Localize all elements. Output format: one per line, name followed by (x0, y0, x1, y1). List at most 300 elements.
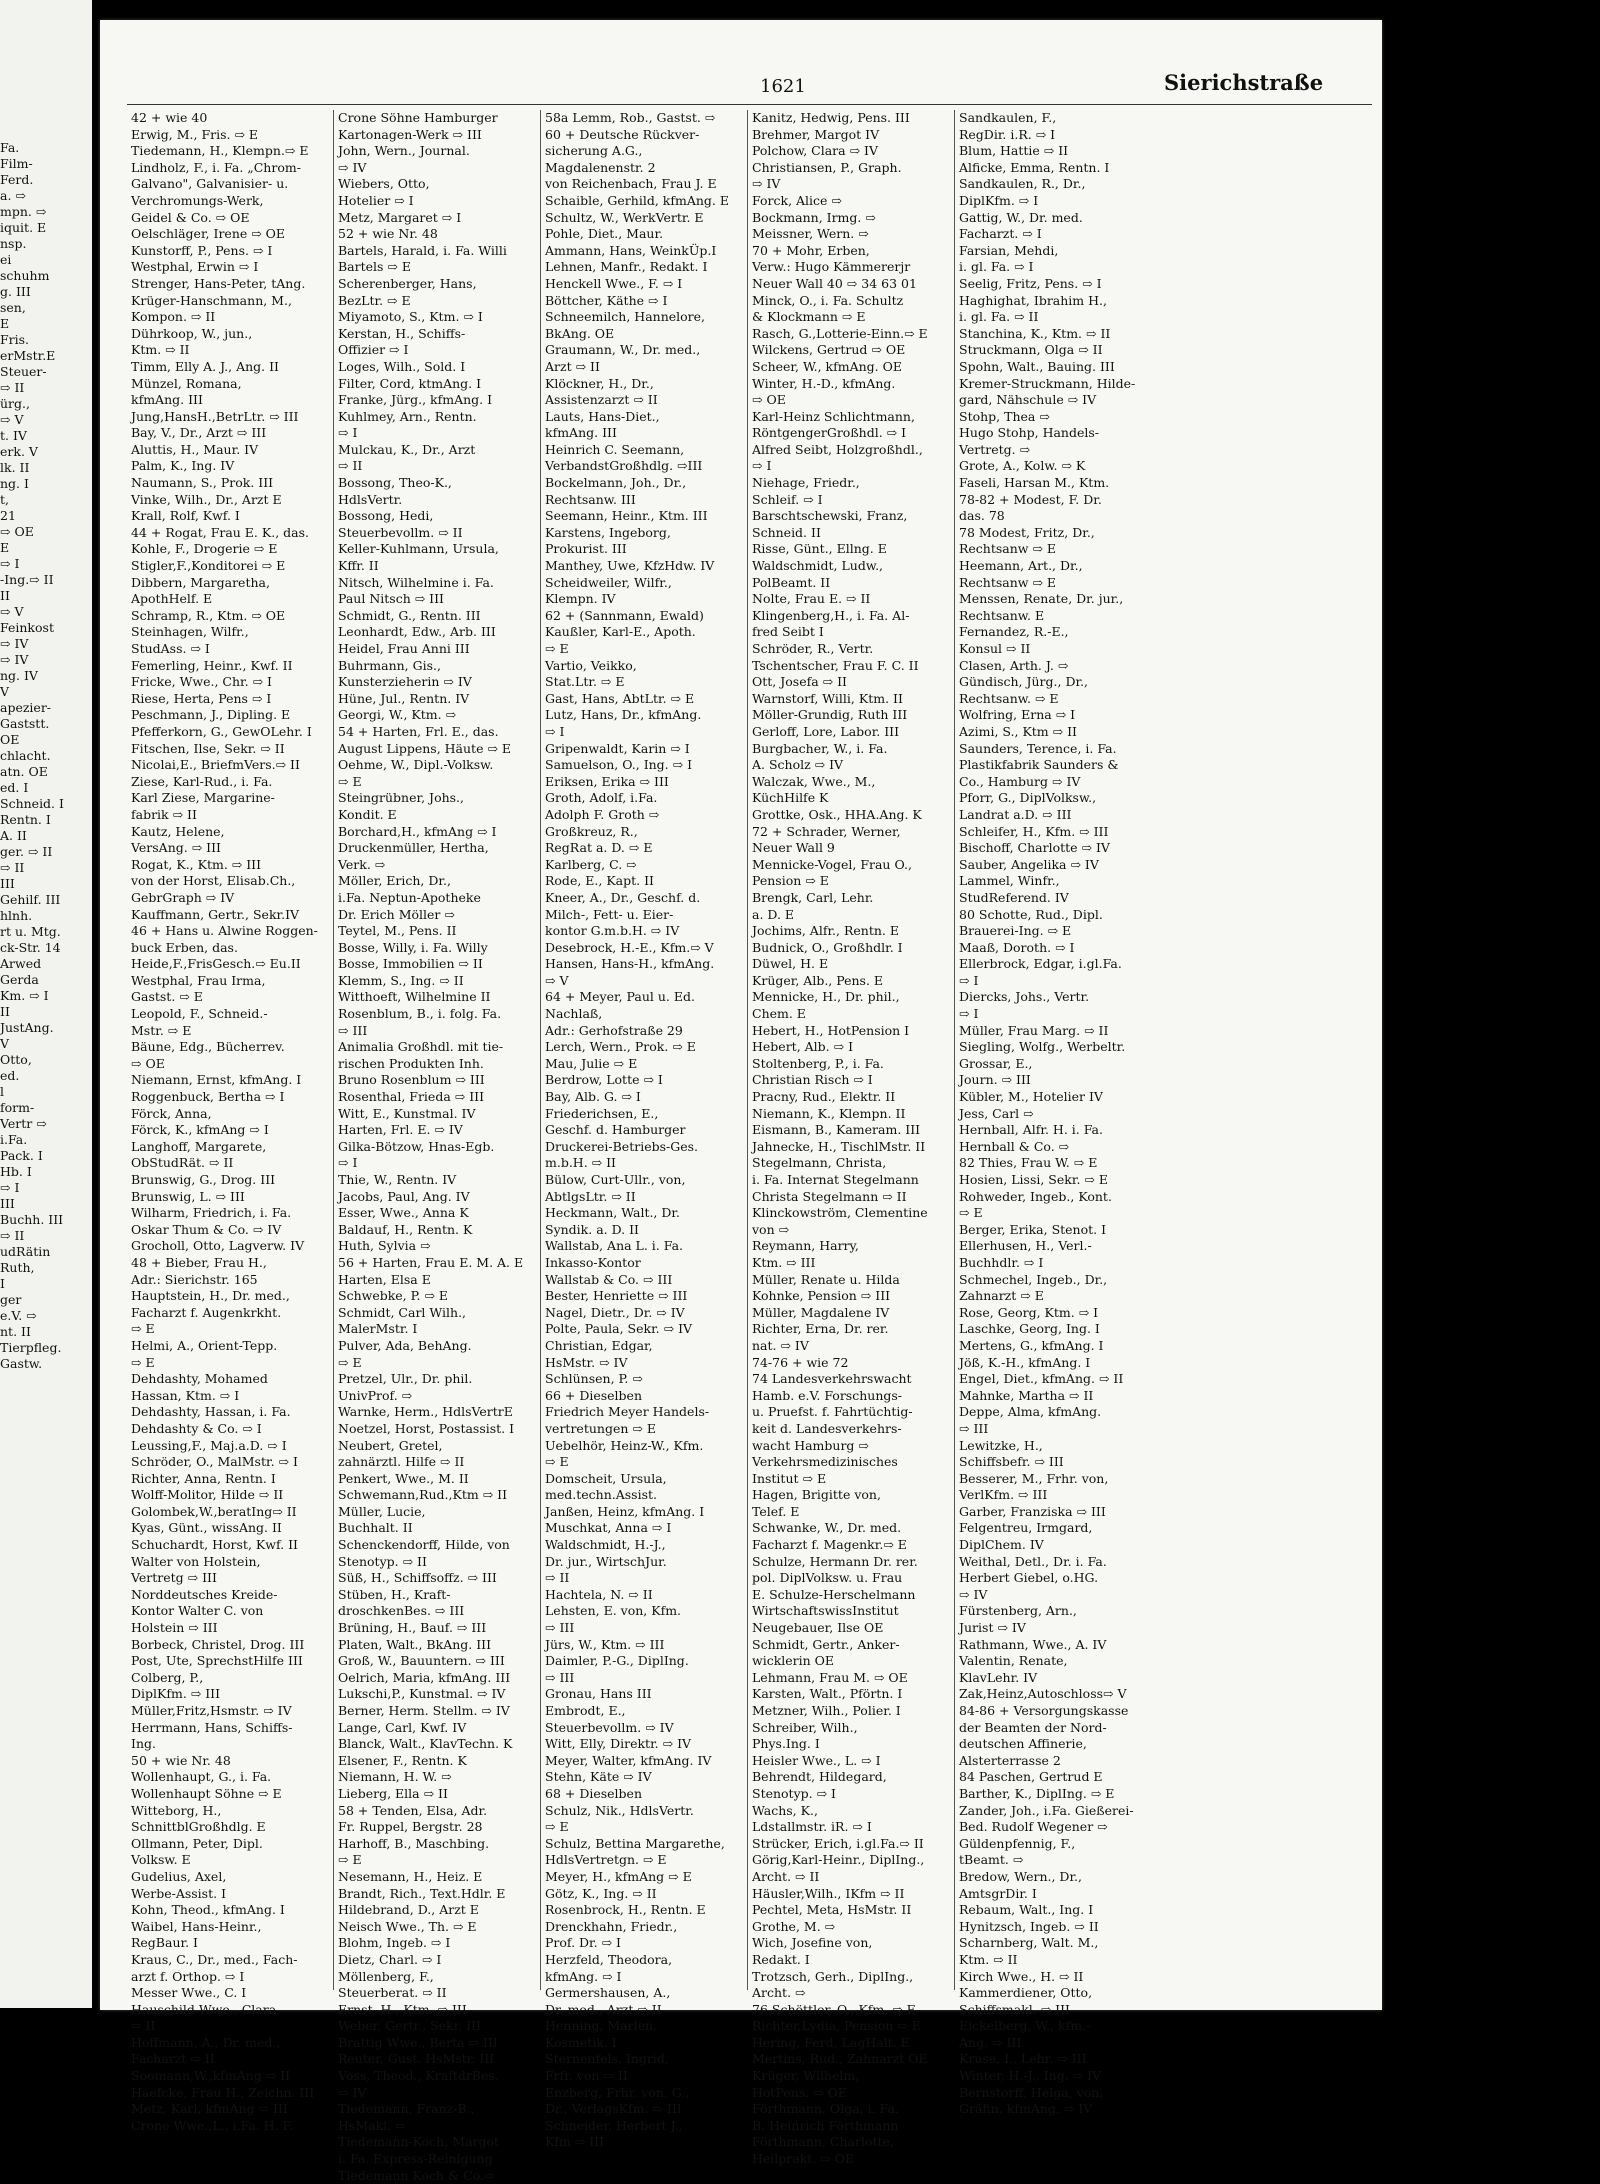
directory-entry: Kneer, A., Dr., Geschf. d. (545, 889, 701, 905)
facing-page-fragment: Arwed (0, 956, 42, 971)
facing-page-fragment: sen, (0, 300, 26, 315)
directory-entry: August Lippens, Häute ⇨ E (338, 740, 512, 756)
directory-entry: Hassan, Ktm. ⇨ I (131, 1387, 240, 1403)
facing-page-fragment: ⇨ IV (0, 652, 29, 667)
directory-entry: ⇨ III (338, 1022, 368, 1038)
directory-entry: Nicolai,E., BriefmVers.⇨ II (131, 757, 300, 773)
directory-entry: Kunstorff, P., Pens. ⇨ I (131, 242, 273, 258)
facing-page-fragment: ⇨ V (0, 604, 24, 619)
directory-entry: deutschen Affinerie, (959, 1736, 1087, 1752)
directory-entry: Dr. Erich Möller ⇨ (338, 906, 455, 922)
directory-entry: A. Scholz ⇨ IV (752, 757, 844, 773)
directory-entry: Schröder, O., MalMstr. ⇨ I (131, 1454, 298, 1470)
directory-entry: 56 + Harten, Frau E. M. A. E (338, 1254, 524, 1270)
directory-entry: Dr. jur., WirtschJur. (545, 1553, 667, 1569)
directory-entry: Winter, H.-D., kfmAng. (752, 375, 896, 391)
directory-entry: Steingrübner, Johs., (338, 790, 465, 806)
directory-entry: Rebaum, Walt., Ing. I (959, 1902, 1094, 1918)
directory-entry: 44 + Rogat, Frau E. K., das. (131, 524, 309, 540)
directory-entry: Groß, W., Bauuntern. ⇨ III (338, 1653, 505, 1669)
directory-entry: Desebrock, H.-E., Kfm.⇨ V (545, 939, 714, 955)
directory-entry: GebrGraph ⇨ IV (131, 889, 235, 905)
directory-entry: ⇨ OE (752, 392, 786, 408)
directory-entry: ⇨ II (338, 458, 363, 474)
directory-entry: Krüger-Hanschmann, M., (131, 292, 292, 308)
directory-entry: Fitschen, Ilse, Sekr. ⇨ II (131, 740, 285, 756)
directory-entry: u. Pruefst. f. Fahrtüchtig- (752, 1404, 913, 1420)
directory-entry: Hotelier ⇨ I (338, 192, 414, 208)
column-5 (955, 110, 1162, 2117)
directory-entry: Adolph F. Groth ⇨ (545, 806, 660, 822)
facing-page-fragment: atn. OE (0, 764, 48, 779)
directory-entry: Kaußler, Karl-E., Apoth. (545, 624, 696, 640)
directory-entry: Voss, Theod., KraftdrBes. (338, 2068, 499, 2084)
directory-entry: Wallstab, Ana L. i. Fa. (545, 1238, 683, 1254)
directory-entry: Schramp, R., Ktm. ⇨ OE (131, 607, 286, 623)
directory-entry: Görig,Karl-Heinr., DiplIng., (752, 1852, 925, 1868)
directory-entry: Burgbacher, W., i. Fa. (752, 740, 888, 756)
directory-entry: Loges, Wilh., Sold. I (338, 358, 466, 374)
directory-entry: Femerling, Heinr., Kwf. II (131, 657, 293, 673)
directory-entry: Richter, Erna, Dr. rer. (752, 1321, 889, 1337)
directory-entry: kontor G.m.b.H. ⇨ IV (545, 923, 680, 939)
directory-entry: Richter, Anna, Rentn. I (131, 1470, 276, 1486)
directory-entry: Eickelberg, W., kfm.- (959, 2018, 1091, 2034)
facing-page-fragment: Rentn. I (0, 812, 51, 827)
directory-entry: Peschmann, J., Dipling. E (131, 707, 291, 723)
directory-entry: Colberg, P., (131, 1669, 204, 1685)
directory-entry: Graumann, W., Dr. med., (545, 342, 701, 358)
directory-entry: Sternenfels, Ingrid, (545, 2051, 669, 2067)
directory-entry: Langhoff, Margarete, (131, 1138, 267, 1154)
directory-entry: ⇨ I (545, 723, 565, 739)
directory-entry: Tiedemann, H., Klempn.⇨ E (131, 143, 309, 159)
directory-entry: ⇨ E (131, 1321, 155, 1337)
directory-entry: 74-76 + wie 72 (752, 1354, 849, 1370)
directory-entry: Lukschi,P., Kunstmal. ⇨ IV (338, 1686, 506, 1702)
directory-entry: i. gl. Fa. ⇨ I (959, 259, 1034, 275)
facing-page-fragment: erMstr.E (0, 348, 56, 363)
directory-entry: ⇨ IV (752, 176, 781, 192)
directory-entry: Facharzt ⇨ II (131, 2051, 215, 2067)
directory-entry: ⇨ E (545, 1454, 569, 1470)
facing-page-fragment: ck-Str. 14 (0, 940, 61, 955)
directory-entry: Wallstab & Co. ⇨ III (545, 1271, 673, 1287)
facing-page-fragment: Fa. (0, 140, 20, 155)
directory-entry: Scherenberger, Hans, (338, 275, 477, 291)
directory-entry: Esser, Wwe., Anna K (338, 1205, 469, 1221)
directory-entry: Blanck, Walt., KlavTechn. K (338, 1736, 513, 1752)
directory-entry: SchnittblGroßhdlg. E (131, 1819, 266, 1835)
directory-entry: Vartio, Veikko, (545, 657, 637, 673)
directory-entry: Waldschmidt, Ludw., (752, 558, 884, 574)
directory-entry: Lehmann, Frau M. ⇨ OE (752, 1669, 908, 1685)
directory-entry: Gattig, W., Dr. med. (959, 209, 1083, 225)
directory-entry: Menssen, Renate, Dr. jur., (959, 591, 1124, 607)
column-3 (541, 110, 748, 2150)
directory-entry: Grote, A., Kolw. ⇨ K (959, 458, 1086, 474)
directory-entry: Bossong, Hedi, (338, 508, 434, 524)
directory-entry: Rechtsanw ⇨ E (959, 541, 1057, 557)
directory-entry: Lauts, Hans-Diet., (545, 408, 660, 424)
directory-entry: Winter, H.-J., Ing. ⇨ IV (959, 2068, 1102, 2084)
directory-entry: Buhrmann, Gis., (338, 657, 441, 673)
directory-entry: Rechtsanw. ⇨ E (959, 690, 1059, 706)
directory-entry: 60 + Deutsche Rückver- (545, 126, 700, 142)
directory-entry: VerbandstGroßhdlg. ⇨III (545, 458, 703, 474)
directory-entry: Förthmann, Charlotte, (752, 2134, 894, 2150)
facing-page-fragment: ⇨ II (0, 380, 25, 395)
directory-entry: Warnstorf, Willi, Ktm. II (752, 690, 903, 706)
directory-entry: Steinhagen, Wilfr., (131, 624, 249, 640)
facing-page-fragment: ng. I (0, 476, 29, 491)
directory-entry: 46 + Hans u. Alwine Roggen- (131, 923, 318, 939)
directory-entry: Schleif. ⇨ I (752, 491, 823, 507)
directory-entry: Rosenbrock, H., Rentn. E (545, 1902, 706, 1918)
facing-page-fragment: Gastw. (0, 1356, 43, 1371)
directory-entry: Ldstallmstr. iR. ⇨ I (752, 1819, 872, 1835)
directory-entry: Seelig, Fritz, Pens. ⇨ I (959, 275, 1102, 291)
directory-entry: Hynitzsch, Ingeb. ⇨ II (959, 1918, 1099, 1934)
directory-entry: das. 78 (959, 508, 1005, 524)
directory-entry: Nesemann, H., Heiz. E (338, 1868, 483, 1884)
directory-entry: Buchhdlr. ⇨ I (959, 1254, 1044, 1270)
directory-entry: Riese, Herta, Pens ⇨ I (131, 690, 272, 706)
directory-entry: Vinke, Wilh., Dr., Arzt E (131, 491, 282, 507)
directory-entry: ⇨ I (959, 972, 979, 988)
directory-entry: Bartels ⇨ E (338, 259, 411, 275)
directory-entry: von Reichenbach, Frau J. E (545, 176, 717, 192)
directory-entry: Bossong, Theo-K., (338, 475, 452, 491)
directory-entry: Wollenhaupt, G., i. Fa. (131, 1769, 272, 1785)
directory-entry: 80 Schotte, Rud., Dipl. (959, 906, 1103, 922)
directory-entry: Zander, Joh., i.Fa. Gießerei- (959, 1802, 1134, 1818)
directory-entry: Bockelmann, Joh., Dr., (545, 475, 687, 491)
directory-entry: Schreiber, Wilh., (752, 1719, 858, 1735)
directory-entry: Inkasso-Kontor (545, 1254, 641, 1270)
directory-entry: Schröder, R., Vertr. (752, 641, 874, 656)
facing-page-fragment: udRätin (0, 1244, 51, 1259)
directory-entry: ⇨ IV (338, 2084, 367, 2100)
directory-entry: Milch-, Fett- u. Eier- (545, 906, 674, 922)
directory-entry: MalerMstr. I (338, 1321, 418, 1337)
directory-entry: Hering, Ferd, LagHalt. E (752, 2034, 910, 2050)
directory-entry: Jung,HansH.,BetrLtr. ⇨ III (131, 408, 299, 424)
directory-entry: Pfefferkorn, G., GewOLehr. I (131, 723, 312, 739)
directory-entry: Geschf. d. Hamburger (545, 1122, 686, 1138)
directory-entry: Schultz, W., WerkVertr. E (545, 209, 704, 225)
directory-entry: DiplKfm. ⇨ I (959, 192, 1039, 208)
directory-entry: 84 Paschen, Gertrud E (959, 1769, 1103, 1785)
directory-entry: Brüning, H., Bauf. ⇨ III (338, 1620, 487, 1636)
facing-page-fragment: a. ⇨ (0, 188, 26, 203)
directory-entry: RegDir. i.R. ⇨ I (959, 126, 1056, 142)
directory-entry: Engel, Diet., kfmAng. ⇨ II (959, 1371, 1124, 1387)
directory-entry: 70 + Mohr, Erben, (752, 242, 870, 258)
directory-entry: ⇨ IV (338, 159, 367, 175)
directory-entry: Weithal, Detl., Dr. i. Fa. (959, 1553, 1107, 1569)
directory-entry: Volksw. E (131, 1852, 191, 1868)
directory-entry: Scharnberg, Walt. M., (959, 1935, 1099, 1951)
directory-entry: Animalia Großhdl. mit tie- (338, 1039, 504, 1055)
directory-entry: HdlsVertretgn. ⇨ E (545, 1852, 667, 1868)
directory-entry: Dr., VerlagsKfm. ⇨ III (545, 2101, 682, 2117)
directory-entry: Magdalenenstr. 2 (545, 159, 656, 175)
directory-entry: Heckmann, Walt., Dr. (545, 1205, 680, 1221)
directory-entry: Diercks, Johs., Vertr. (959, 989, 1090, 1005)
directory-entry: Offizier ⇨ I (338, 342, 409, 358)
directory-entry: Phys.Ing. I (752, 1736, 820, 1752)
directory-entry: ⇨ II (131, 2018, 156, 2034)
directory-entry: Haghighat, Ibrahim H., (959, 292, 1107, 308)
facing-page-fragment: Km. ⇨ I (0, 988, 49, 1003)
directory-entry: Schneider, Herbert J., (545, 2117, 683, 2133)
directory-entry: E. Schulze-Herschelmann (752, 1586, 916, 1602)
directory-entry: Platen, Walt., BkAng. III (338, 1636, 492, 1652)
directory-entry: m.b.H. ⇨ II (545, 1155, 616, 1171)
directory-entry: ⇨ III (545, 1669, 575, 1685)
facing-page-fragment: mpn. ⇨ (0, 204, 47, 219)
facing-page-fragment: lk. II (0, 460, 30, 475)
directory-entry: Waibel, Hans-Heinr., (131, 1918, 262, 1934)
directory-entry: Minck, O., i. Fa. Schultz (752, 292, 904, 308)
directory-entry: Enzberg, Frhr. von, G., (545, 2084, 690, 2100)
directory-entry: Kammerdiener, Otto, (959, 1985, 1093, 2001)
directory-entry: ObStudRät. ⇨ II (131, 1155, 234, 1171)
directory-entry: Heemann, Art., Dr., (959, 558, 1083, 574)
directory-entry: Fr. Ruppel, Bergstr. 28 (338, 1819, 483, 1835)
directory-entry: 62 + (Sannmann, Ewald) (545, 607, 704, 623)
directory-entry: Buchhalt. II (338, 1520, 413, 1536)
directory-entry: Weber, Gertr., Sekr. III (338, 2018, 481, 2034)
directory-entry: VerlKfm. ⇨ III (959, 1487, 1048, 1503)
directory-entry: Farsian, Mehdi, (959, 242, 1059, 258)
directory-entry: ⇨ V (545, 972, 569, 988)
directory-entry: Neugebauer, Ilse OE (752, 1620, 884, 1636)
directory-entry: Hebert, Alb. ⇨ I (752, 1039, 854, 1055)
directory-entry: Niemann, Ernst, kfmAng. I (131, 1072, 302, 1088)
facing-page-fragment: 21 (0, 508, 16, 523)
directory-entry: Crone Söhne Hamburger (338, 110, 498, 125)
facing-page-fragment: III (0, 1196, 15, 1211)
directory-entry: Heisler Wwe., L. ⇨ I (752, 1752, 881, 1768)
directory-entry: Stohp, Thea ⇨ (959, 408, 1050, 424)
facing-page-fragment: ⇨ OE (0, 524, 34, 539)
directory-entry: 58a Lemm, Rob., Gastst. ⇨ (545, 110, 716, 125)
directory-entry: 68 + Dieselben (545, 1785, 643, 1801)
facing-page-fragment: g. III (0, 284, 31, 299)
directory-entry: Böttcher, Käthe ⇨ I (545, 292, 668, 308)
directory-entry: Messer Wwe., C. I (131, 1985, 247, 2001)
facing-page-fragment: Buchh. III (0, 1212, 64, 1227)
directory-entry: Frfr. von ⇨ II (545, 2068, 628, 2084)
directory-entry: Rohweder, Ingeb., Kont. (959, 1188, 1112, 1204)
directory-entry: Filter, Cord, ktmAng. I (338, 375, 482, 391)
directory-entry: Klingenberg,H., i. Fa. Al- (752, 607, 910, 623)
directory-entry: Drenckhahn, Friedr., (545, 1918, 678, 1934)
directory-entry: Galvano", Galvanisier- u. (131, 176, 289, 192)
directory-entry: Kontor Walter C. von (131, 1603, 264, 1619)
directory-entry: Forck, Alice ⇨ (752, 192, 842, 208)
directory-entry: Leonhardt, Edw., Arb. III (338, 624, 496, 640)
directory-entry: B. Heinrich Förthmann (752, 2117, 899, 2133)
directory-entry: Brengk, Carl, Lehr. (752, 889, 874, 905)
directory-entry: Verw.: Hugo Kämmererjr (752, 259, 911, 275)
directory-entry: Landrat a.D. ⇨ III (959, 806, 1072, 822)
directory-entry: Waldschmidt, H.-J., (545, 1537, 666, 1553)
facing-page-fragment: Vertr ⇨ (0, 1116, 47, 1131)
facing-page-fragment: ger (0, 1292, 22, 1307)
directory-entry: Stanchina, K., Ktm. ⇨ II (959, 325, 1111, 341)
directory-entry: Stenotyp. ⇨ II (338, 1553, 427, 1569)
directory-entry: Kfm ⇨ III (545, 2134, 605, 2150)
facing-page-fragment: V (0, 684, 10, 699)
directory-entry: Stenotyp. ⇨ I (752, 1785, 836, 1801)
directory-entry: Mennicke-Vogel, Frau O., (752, 856, 912, 872)
directory-entry: Franke, Jürg., kfmAng. I (338, 392, 493, 408)
facing-page-fragment: ⇨ II (0, 860, 25, 875)
directory-entry: Maaß, Doroth. ⇨ I (959, 939, 1075, 955)
directory-entry: Erwig, M., Fris. ⇨ E (131, 126, 259, 142)
directory-entry: Helmi, A., Orient-Tepp. (131, 1337, 278, 1353)
directory-entry: Hamb. e.V. Forschungs- (752, 1387, 903, 1403)
directory-entry: 78-82 + Modest, F. Dr. (959, 491, 1102, 507)
directory-entry: Klinckowström, Clementine (752, 1205, 928, 1221)
directory-entry: RegRat a. D. ⇨ E (545, 840, 653, 856)
directory-entry: Redakt. I (752, 1951, 810, 1967)
directory-entry: Walter von Holstein, (131, 1553, 261, 1569)
facing-page-fragment: form- (0, 1100, 35, 1115)
directory-entry: ⇨ I (338, 425, 358, 441)
directory-entry: AbtlgsLtr. ⇨ II (545, 1188, 636, 1204)
directory-entry: Bockmann, Irmg. ⇨ (752, 209, 876, 225)
directory-entry: Chem. E (752, 1006, 806, 1022)
directory-entry: Westphal, Erwin ⇨ I (131, 259, 259, 275)
directory-entry: Schmidt, Carl Wilh., (338, 1304, 467, 1320)
facing-page-fragment: chlacht. (0, 748, 51, 763)
directory-entry: wacht Hamburg ⇨ (752, 1437, 869, 1453)
directory-entry: Bischoff, Charlotte ⇨ IV (959, 840, 1110, 856)
directory-entry: Lieberg, Ella ⇨ II (338, 1785, 448, 1801)
directory-entry: Gerloff, Lore, Labor. III (752, 723, 900, 739)
directory-entry: Stigler,F.,Konditorei ⇨ E (131, 558, 286, 574)
directory-entry: Gastst. ⇨ E (131, 989, 203, 1005)
facing-page-fragment: I (0, 1276, 5, 1291)
directory-entry: Herrmann, Hans, Schiffs- (131, 1719, 293, 1735)
directory-entry: Brandt, Rich., Text.Hdlr. E (338, 1885, 506, 1901)
directory-entry: ⇨ E (338, 773, 362, 789)
directory-entry: Hansen, Hans-H., kfmAng. (545, 956, 715, 972)
directory-entry: Christiansen, P., Graph. (752, 159, 902, 175)
directory-entry: Journ. ⇨ III (959, 1072, 1031, 1088)
directory-entry: Kauffmann, Gertr., Sekr.IV (131, 906, 300, 922)
directory-entry: Schiffsmakl. ⇨ III (959, 2001, 1070, 2017)
directory-entry: Berger, Erika, Stenot. I (959, 1221, 1107, 1237)
directory-entry: 74 Landesverkehrswacht (752, 1371, 912, 1387)
directory-entry: Harhoff, B., Maschbing. (338, 1835, 490, 1851)
directory-entry: Heide,F.,FrisGesch.⇨ Eu.II (131, 956, 301, 972)
directory-entry: Stoltenberg, P., i. Fa. (752, 1055, 884, 1071)
directory-entry: Dührkoop, W., jun., (131, 325, 253, 341)
directory-entry: Dehdashty, Hassan, i. Fa. (131, 1404, 291, 1420)
directory-entry: Kompon. ⇨ II (131, 309, 216, 325)
directory-entry: Kautz, Helene, (131, 823, 225, 839)
directory-entry: Nachlaß, (545, 1006, 603, 1022)
directory-entry: HsMstr. ⇨ IV (545, 1354, 628, 1370)
directory-entry: Karstens, Ingeborg, (545, 524, 671, 540)
facing-page-fragment: ⇨ II (0, 1228, 25, 1243)
directory-entry: Tiedemann, Franz-B., (338, 2101, 475, 2117)
directory-entry: Karl-Heinz Schlichtmann, (752, 408, 915, 424)
directory-entry: Fernandez, R.-E., (959, 624, 1069, 640)
facing-page-fragment: ed. (0, 1068, 20, 1083)
directory-entry: Ott, Josefa ⇨ II (752, 674, 847, 690)
directory-entry: Ernst, H., Ktm. ⇨ III (338, 2001, 467, 2017)
directory-entry: Leopold, F., Schneid.- (131, 1006, 268, 1022)
directory-entry: Hildebrand, D., Arzt E (338, 1902, 479, 1918)
directory-entry: Rogat, K., Ktm. ⇨ III (131, 856, 262, 872)
directory-entry: Schaible, Gerhild, kfmAng. E (545, 192, 729, 208)
facing-page-fragment: Otto, (0, 1052, 32, 1067)
directory-entry: Bester, Henriette ⇨ III (545, 1288, 688, 1304)
directory-entry: Ing. (131, 1736, 156, 1752)
directory-entry: Stüben, H., Kraft- (338, 1586, 451, 1602)
directory-entry: Meissner, Wern. ⇨ (752, 226, 869, 242)
directory-entry: Verkehrsmedizinisches (752, 1454, 898, 1470)
facing-page-fragment: A. II (0, 828, 27, 843)
directory-entry: Förthmann, Olga, i. Fa. (752, 2101, 899, 2117)
directory-entry: Bernstorff, Helga, von, (959, 2084, 1104, 2100)
directory-entry: Berner, Herm. Stellm. ⇨ IV (338, 1703, 510, 1718)
directory-entry: Fürstenberg, Arn., (959, 1603, 1077, 1619)
directory-entry: HotPens. ⇨ OE (752, 2084, 847, 2100)
directory-entry: ⇨ I (752, 458, 772, 474)
directory-entry: Klemm, S., Ing. ⇨ II (338, 972, 464, 988)
column-4 (748, 110, 955, 2167)
directory-entry: Nagel, Dietr., Dr. ⇨ IV (545, 1304, 685, 1320)
directory-entry: nat. ⇨ IV (752, 1337, 809, 1353)
facing-page-fragment: l (0, 1084, 4, 1099)
directory-entry: Pohle, Diet., Maur. (545, 226, 664, 242)
facing-page-fragment: Ferd. (0, 172, 34, 187)
directory-entry: Schwanke, W., Dr. med. (752, 1520, 902, 1536)
directory-entry: Facharzt f. Magenkr.⇨ E (752, 1537, 907, 1553)
directory-entry: Kffr. II (338, 558, 379, 574)
facing-page-fragment: Ruth, (0, 1260, 35, 1275)
directory-entry: keit d. Landesverkehrs- (752, 1420, 902, 1436)
directory-entry: a. D. E (752, 906, 795, 922)
directory-entry: Strenger, Hans-Peter, tAng. (131, 275, 306, 291)
directory-entry: Deppe, Alma, kfmAng. (959, 1404, 1102, 1420)
directory-entry: Möller-Grundig, Ruth III (752, 707, 908, 723)
directory-entry: Münzel, Romana, (131, 375, 242, 391)
directory-entry: Lammel, Winfr., (959, 873, 1060, 889)
directory-entry: Hüne, Jul., Rentn. IV (338, 690, 470, 706)
directory-entry: arzt f. Orthop. ⇨ I (131, 1968, 245, 1984)
directory-entry: Niehage, Friedr., (752, 475, 860, 491)
directory-entry: Christian Risch ⇨ I (752, 1072, 873, 1088)
directory-entry: Steuerbevollm. ⇨ IV (545, 1719, 674, 1735)
directory-entry: Alficke, Emma, Rentn. I (959, 159, 1110, 175)
facing-page-fragment: Gerda (0, 972, 39, 987)
directory-entry: Trotzsch, Gerh., DiplIng., (752, 1968, 914, 1984)
directory-entry: Felgentreu, Irmgard, (959, 1520, 1093, 1536)
directory-entry: Grothe, M. ⇨ (752, 1918, 836, 1934)
directory-entry: Ollmann, Peter, Dipl. (131, 1835, 263, 1851)
directory-entry: Alfred Seibt, Holzgroßhdl., (752, 441, 923, 457)
directory-entry: 50 + wie Nr. 48 (131, 1752, 231, 1768)
directory-entry: KüchHilfe K (752, 790, 829, 806)
